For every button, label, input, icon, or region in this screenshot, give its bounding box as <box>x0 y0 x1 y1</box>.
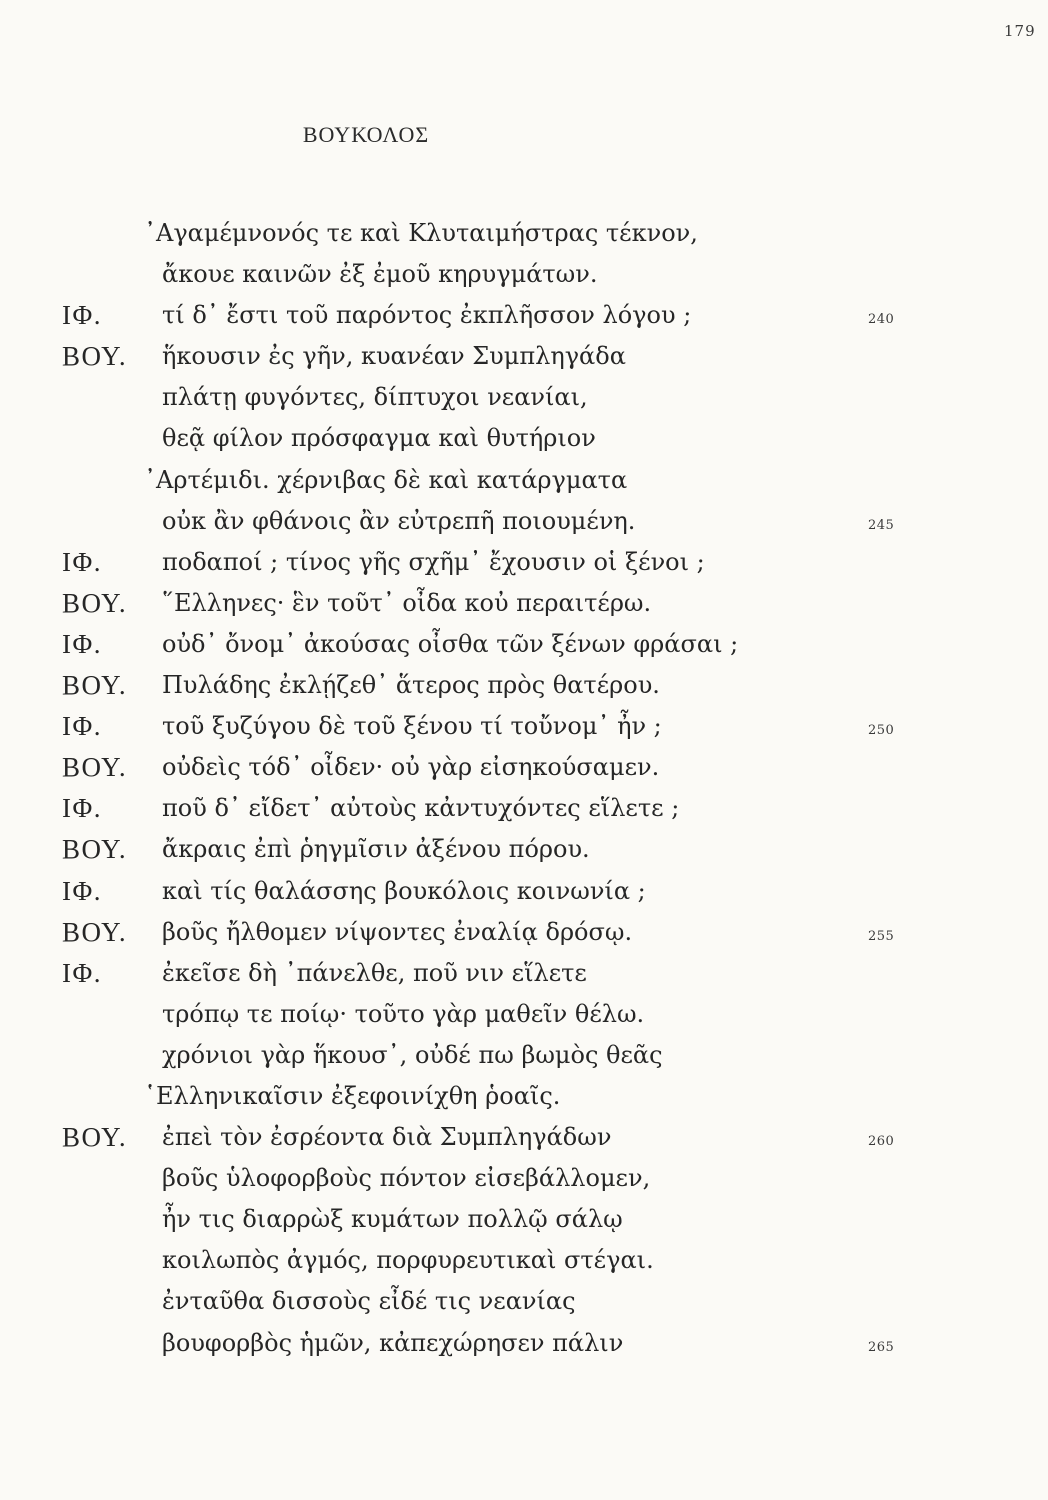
verse-line <box>0 295 1048 336</box>
verse-text: ἄκουε καινῶν ἐξ ἐμοῦ κηρυγμάτων. <box>162 260 598 289</box>
verse-text: οὐδ᾿ ὄνομ᾿ ἀκούσας οἶσθα τῶν ξένων φράσαι ; <box>162 629 739 658</box>
verse-text: κοιλωπὸς ἀγμός, πορφυρευτικαὶ στέγαι. <box>162 1246 654 1275</box>
verse-line <box>0 747 1048 788</box>
verse-text: ἥκουσιν ἐς γῆν, κυανέαν Συμπληγάδα <box>162 342 626 371</box>
verse-text: ῾Ελληνικαῖσιν ἐξεφοινίχθη ῥοαῖς. <box>144 1081 561 1110</box>
verse-text: χρόνιοι γὰρ ἥκουσ᾿, οὐδέ πω βωμὸς θεᾶς <box>162 1040 663 1069</box>
speaker-label: ΙΦ. <box>62 793 102 824</box>
verse-text: οὐκ ἂν φθάνοις ἂν εὐτρεπῆ ποιουμένη. <box>162 506 636 535</box>
verse-text: ἄκραις ἐπὶ ῥηγμῖσιν ἀξένου πόρου. <box>162 835 590 864</box>
speaker-label: ΒΟΥ. <box>62 916 128 947</box>
verse-text: ἦν τις διαρρὼξ κυμάτων πολλῷ σάλῳ <box>162 1205 623 1234</box>
verse-line <box>0 1117 1048 1158</box>
verse-line <box>0 829 1048 870</box>
verse-lines <box>0 213 1048 1364</box>
verse-text: ῞Ελληνες· ἓν τοῦτ᾿ οἶδα κοὐ περαιτέρω. <box>162 588 652 617</box>
verse-line <box>0 213 1048 254</box>
verse-text: ἐκεῖσε δὴ ᾿πάνελθε, ποῦ νιν εἵλετε <box>162 958 587 987</box>
speaker-label: ΙΦ. <box>62 957 102 988</box>
speaker-label: ΒΟΥ. <box>62 1122 128 1153</box>
verse-line <box>0 706 1048 747</box>
speaker-label: ΙΦ. <box>62 300 102 331</box>
verse-line <box>0 788 1048 829</box>
verse-text: τί δ᾿ ἔστι τοῦ παρόντος ἐκπλῆσσον λόγου ; <box>162 301 692 330</box>
verse-line <box>0 1323 1048 1364</box>
verse-text: Πυλάδης ἐκλῄζεθ᾿ ἅτερος πρὸς θατέρου. <box>162 671 660 700</box>
verse-text: ᾿Αρτέμιδι. χέρνιβας δὲ καὶ κατάργματα <box>144 465 628 494</box>
verse-text: βοῦς ἤλθομεν νίψοντες ἐναλίᾳ δρόσῳ. <box>162 917 633 946</box>
speaker-heading: ΒΟΥΚΟΛΟΣ <box>302 122 430 147</box>
verse-text: ἐνταῦθα δισσοὺς εἶδέ τις νεανίας <box>162 1287 576 1316</box>
page-number: 179 <box>1004 22 1036 40</box>
line-number: 245 <box>868 517 895 533</box>
line-number: 265 <box>868 1339 895 1355</box>
speaker-label: ΙΦ. <box>62 875 102 906</box>
verse-line <box>0 624 1048 665</box>
verse-line <box>0 1199 1048 1240</box>
line-number: 255 <box>868 928 895 944</box>
verse-text: τρόπῳ τε ποίῳ· τοῦτο γὰρ μαθεῖν θέλω. <box>162 999 645 1028</box>
verse-line <box>0 1076 1048 1117</box>
verse-line <box>0 254 1048 295</box>
verse-line <box>0 665 1048 706</box>
verse-line <box>0 912 1048 953</box>
speaker-label: ΒΟΥ. <box>62 670 128 701</box>
speaker-label: ΒΟΥ. <box>62 834 128 865</box>
verse-line <box>0 501 1048 542</box>
verse-text: θεᾷ φίλον πρόσφαγμα καὶ θυτήριον <box>162 424 596 453</box>
verse-line <box>0 953 1048 994</box>
verse-text: βοῦς ὑλοφορβοὺς πόντον εἰσεβάλλομεν, <box>162 1164 651 1193</box>
verse-text: πλάτῃ φυγόντες, δίπτυχοι νεανίαι, <box>162 383 588 412</box>
verse-line <box>0 1158 1048 1199</box>
speaker-label: ΒΟΥ. <box>62 341 128 372</box>
verse-line <box>0 542 1048 583</box>
speaker-label: ΙΦ. <box>62 711 102 742</box>
verse-line <box>0 871 1048 912</box>
verse-line <box>0 336 1048 377</box>
verse-text: ἐπεὶ τὸν ἐσρέοντα διὰ Συμπληγάδων <box>162 1123 612 1152</box>
verse-text: τοῦ ξυζύγου δὲ τοῦ ξένου τί τοὔνομ᾿ ἦν ; <box>162 712 662 741</box>
verse-text: οὐδεὶς τόδ᾿ οἶδεν· οὐ γὰρ εἰσηκούσαμεν. <box>162 753 660 782</box>
speaker-label: ΙΦ. <box>62 628 102 659</box>
line-number: 260 <box>868 1134 895 1150</box>
line-number: 240 <box>868 312 895 328</box>
verse-text: ποδαποί ; τίνος γῆς σχῆμ᾿ ἔχουσιν οἱ ξένοι ; <box>162 547 705 576</box>
verse-line <box>0 1281 1048 1322</box>
verse-line <box>0 460 1048 501</box>
line-number: 250 <box>868 723 895 739</box>
verse-line <box>0 994 1048 1035</box>
speaker-label: ΙΦ. <box>62 546 102 577</box>
verse-line <box>0 1035 1048 1076</box>
verse-text: καὶ τίς θαλάσσης βουκόλοις κοινωνία ; <box>162 876 646 905</box>
verse-text: ᾿Αγαμέμνονός τε καὶ Κλυταιμήστρας τέκνον, <box>144 219 698 247</box>
verse-line <box>0 377 1048 418</box>
verse-line <box>0 1240 1048 1281</box>
verse-text: ποῦ δ᾿ εἴδετ᾿ αὐτοὺς κἀντυχόντες εἵλετε ; <box>162 794 680 823</box>
verse-line <box>0 418 1048 459</box>
speaker-label: ΒΟΥ. <box>62 587 128 618</box>
verse-text: βουφορβὸς ἡμῶν, κἀπεχώρησεν πάλιν <box>162 1328 624 1357</box>
speaker-label: ΒΟΥ. <box>62 752 128 783</box>
verse-line <box>0 583 1048 624</box>
